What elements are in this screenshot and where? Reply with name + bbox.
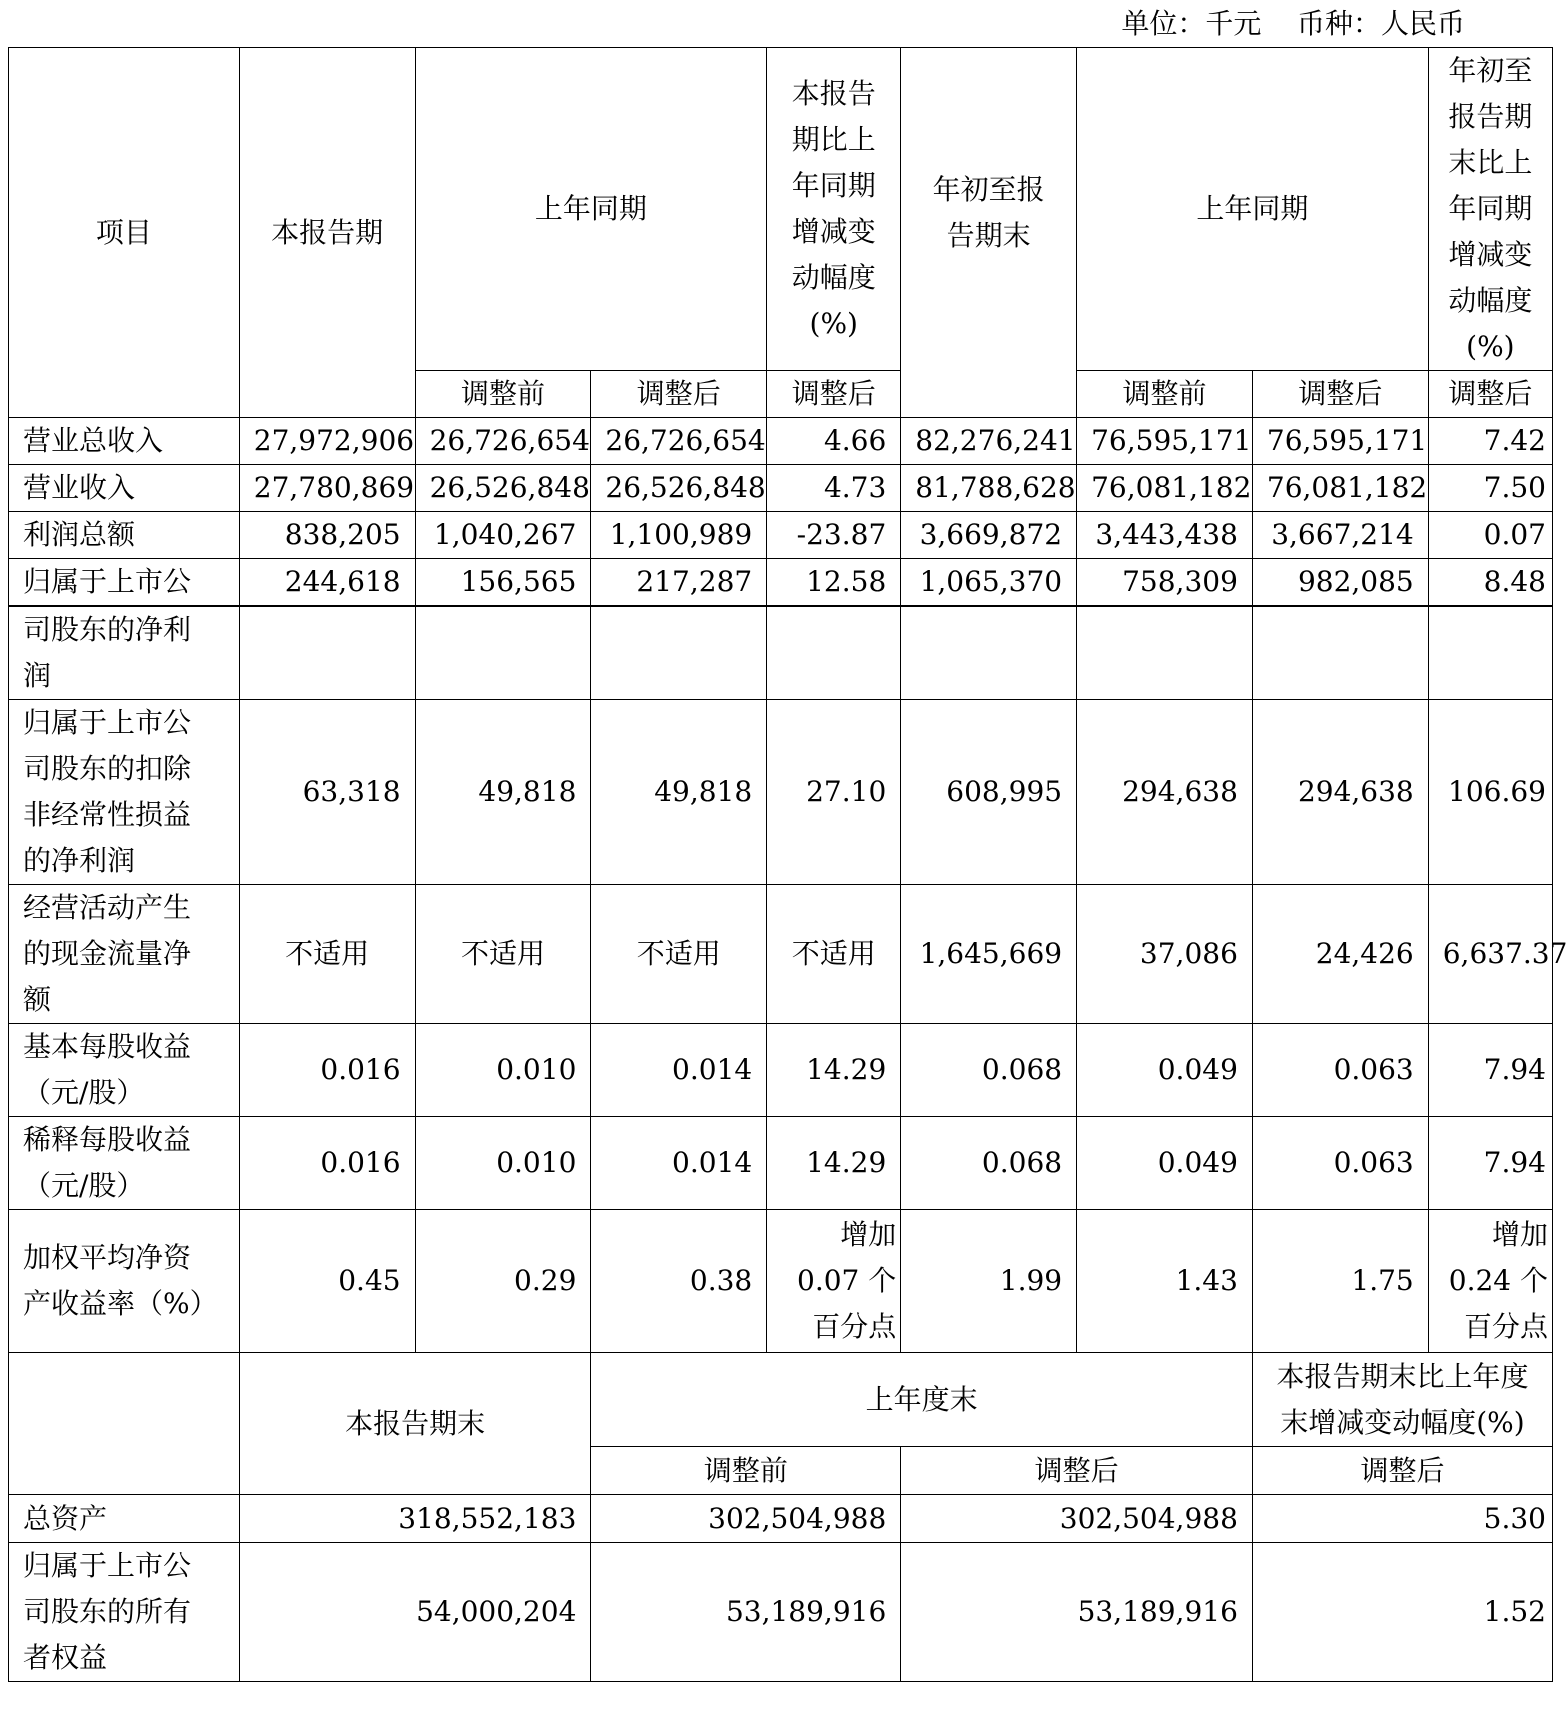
table-cell: 318,552,183 (239, 1495, 591, 1543)
table-cell: 53,189,916 (901, 1543, 1253, 1682)
table-cell: 27.10 (767, 700, 901, 885)
table-row (9, 885, 1553, 1024)
table-cell: 27,780,869 (239, 465, 415, 512)
table-cell: 1.99 (901, 1210, 1077, 1353)
table-cell: 14.29 (767, 1024, 901, 1117)
table-cell: 26,726,654 (591, 418, 767, 465)
table-cell: 6,637.37 (1428, 885, 1552, 1024)
table-cell: 49,818 (591, 700, 767, 885)
table-cell: 0.010 (415, 1024, 591, 1117)
table-cell: 0.068 (901, 1024, 1077, 1117)
table-row (9, 1495, 1553, 1543)
table-cell-roe-change: 增加 0.07 个 百分点 (767, 1210, 901, 1353)
table-cell: 758,309 (1077, 559, 1253, 607)
table-cell: 1.52 (1252, 1543, 1552, 1682)
row-label: 归属于上市公 司股东的扣除 非经常性损益 的净利润 (9, 700, 240, 885)
table-cell: 608,995 (901, 700, 1077, 885)
table-row (9, 1210, 1553, 1353)
table-cell: 1,040,267 (415, 512, 591, 559)
table-cell: 26,526,848 (415, 465, 591, 512)
table-cell: 1,100,989 (591, 512, 767, 559)
table-row (9, 700, 1553, 885)
table-cell: 0.049 (1077, 1117, 1253, 1210)
table-row (9, 606, 1553, 700)
table-cell: 76,595,171 (1077, 418, 1253, 465)
table-cell: 0.010 (415, 1117, 591, 1210)
table-row (9, 559, 1553, 607)
table-cell: 0.016 (239, 1024, 415, 1117)
table-cell: 7.94 (1428, 1024, 1552, 1117)
header-before-adj: 调整前 (415, 371, 591, 418)
table-cell: 0.014 (591, 1024, 767, 1117)
table-cell: 0.049 (1077, 1024, 1253, 1117)
table-cell: 82,276,241 (901, 418, 1077, 465)
table-cell: 1,065,370 (901, 559, 1077, 607)
row-label: 营业总收入 (9, 418, 240, 465)
table-row (9, 418, 1553, 465)
table-cell: 27,972,906 (239, 418, 415, 465)
header-current-period: 本报告期 (239, 48, 415, 418)
table-cell: 0.016 (239, 1117, 415, 1210)
header-balance-before-adj: 调整前 (591, 1447, 901, 1495)
table-cell: 244,618 (239, 559, 415, 607)
table-cell: 37,086 (1077, 885, 1253, 1024)
table-cell: 24,426 (1252, 885, 1428, 1024)
table-cell: 49,818 (415, 700, 591, 885)
header-period-end: 本报告期末 (239, 1353, 591, 1495)
table-cell: 76,081,182 (1252, 465, 1428, 512)
header-balance-change-after-adj: 调整后 (1252, 1447, 1552, 1495)
header-change-after-adj: 调整后 (767, 371, 901, 418)
table-cell: 0.014 (591, 1117, 767, 1210)
header-change-pct: 本报告 期比上 年同期 增减变 动幅度 (%) (767, 48, 901, 371)
table-cell: 12.58 (767, 559, 901, 607)
balance-header-blank (9, 1353, 240, 1495)
table-cell: 76,595,171 (1252, 418, 1428, 465)
header-same-period-last-year: 上年同期 (415, 48, 767, 371)
row-label: 司股东的净利 润 (9, 606, 240, 700)
header-ytd-change-pct: 年初至 报告期 末比上 年同期 增减变 动幅度 (%) (1428, 48, 1552, 371)
table-cell: 不适用 (767, 885, 901, 1024)
row-label: 基本每股收益 （元/股） (9, 1024, 240, 1117)
table-cell: 5.30 (1252, 1495, 1552, 1543)
header-item: 项目 (9, 48, 240, 418)
table-row (9, 1024, 1553, 1117)
table-row (9, 1543, 1553, 1682)
table-cell: 1.75 (1252, 1210, 1428, 1353)
table-cell: 0.068 (901, 1117, 1077, 1210)
table-cell: 1,645,669 (901, 885, 1077, 1024)
header-balance-after-adj: 调整后 (901, 1447, 1253, 1495)
table-cell: 8.48 (1428, 559, 1552, 607)
table-cell: 106.69 (1428, 700, 1552, 885)
header-ytd-after-adj: 调整后 (1252, 371, 1428, 418)
table-cell: 不适用 (239, 885, 415, 1024)
header-ytd-change-after-adj: 调整后 (1428, 371, 1552, 418)
table-cell: 982,085 (1252, 559, 1428, 607)
table-cell: 26,526,848 (591, 465, 767, 512)
header-last-year-end: 上年度末 (591, 1353, 1253, 1447)
table-cell: 4.73 (767, 465, 901, 512)
header-after-adj: 调整后 (591, 371, 767, 418)
table-cell: 63,318 (239, 700, 415, 885)
table-cell: 26,726,654 (415, 418, 591, 465)
table-cell: 不适用 (591, 885, 767, 1024)
table-cell: 76,081,182 (1077, 465, 1253, 512)
financial-data-table (8, 47, 1567, 1682)
table-cell-roe-ytd-change: 增加 0.24 个 百分点 (1428, 1210, 1552, 1353)
table-cell: 302,504,988 (591, 1495, 901, 1543)
table-cell: 3,669,872 (901, 512, 1077, 559)
table-cell: 7.42 (1428, 418, 1552, 465)
table-cell: 0.38 (591, 1210, 767, 1353)
table-cell: 294,638 (1077, 700, 1253, 885)
header-ytd: 年初至报 告期末 (901, 48, 1077, 418)
table-cell: 0.063 (1252, 1117, 1428, 1210)
unit-currency-note: 单位：千元 币种：人民币 (1121, 7, 1465, 40)
table-cell: 0.07 (1428, 512, 1552, 559)
row-label: 总资产 (9, 1495, 240, 1543)
table-cell: 4.66 (767, 418, 901, 465)
table-cell: -23.87 (767, 512, 901, 559)
table-cell: 0.29 (415, 1210, 591, 1353)
table-cell: 838,205 (239, 512, 415, 559)
table-row (9, 465, 1553, 512)
header-ytd-before-adj: 调整前 (1077, 371, 1253, 418)
row-label: 归属于上市公 司股东的所有 者权益 (9, 1543, 240, 1682)
table-cell: 156,565 (415, 559, 591, 607)
table-row (9, 1117, 1553, 1210)
row-label: 稀释每股收益 （元/股） (9, 1117, 240, 1210)
table-cell: 不适用 (415, 885, 591, 1024)
header-same-period-last-year-ytd: 上年同期 (1077, 48, 1429, 371)
table-row (9, 512, 1553, 559)
table-cell: 14.29 (767, 1117, 901, 1210)
row-label: 加权平均净资 产收益率（%） (9, 1210, 240, 1353)
table-cell: 217,287 (591, 559, 767, 607)
table-cell: 302,504,988 (901, 1495, 1253, 1543)
table-cell: 294,638 (1252, 700, 1428, 885)
row-label: 经营活动产生 的现金流量净 额 (9, 885, 240, 1024)
table-cell: 53,189,916 (591, 1543, 901, 1682)
table-cell: 3,667,214 (1252, 512, 1428, 559)
row-label: 归属于上市公 (9, 559, 240, 607)
table-cell: 0.063 (1252, 1024, 1428, 1117)
row-label: 营业收入 (9, 465, 240, 512)
table-cell: 3,443,438 (1077, 512, 1253, 559)
table-cell: 7.50 (1428, 465, 1552, 512)
table-cell: 81,788,628 (901, 465, 1077, 512)
row-label: 利润总额 (9, 512, 240, 559)
header-period-end-change: 本报告期末比上年度 末增减变动幅度(%) (1252, 1353, 1552, 1447)
table-cell: 1.43 (1077, 1210, 1253, 1353)
table-cell: 54,000,204 (239, 1543, 591, 1682)
table-cell: 0.45 (239, 1210, 415, 1353)
table-cell: 7.94 (1428, 1117, 1552, 1210)
